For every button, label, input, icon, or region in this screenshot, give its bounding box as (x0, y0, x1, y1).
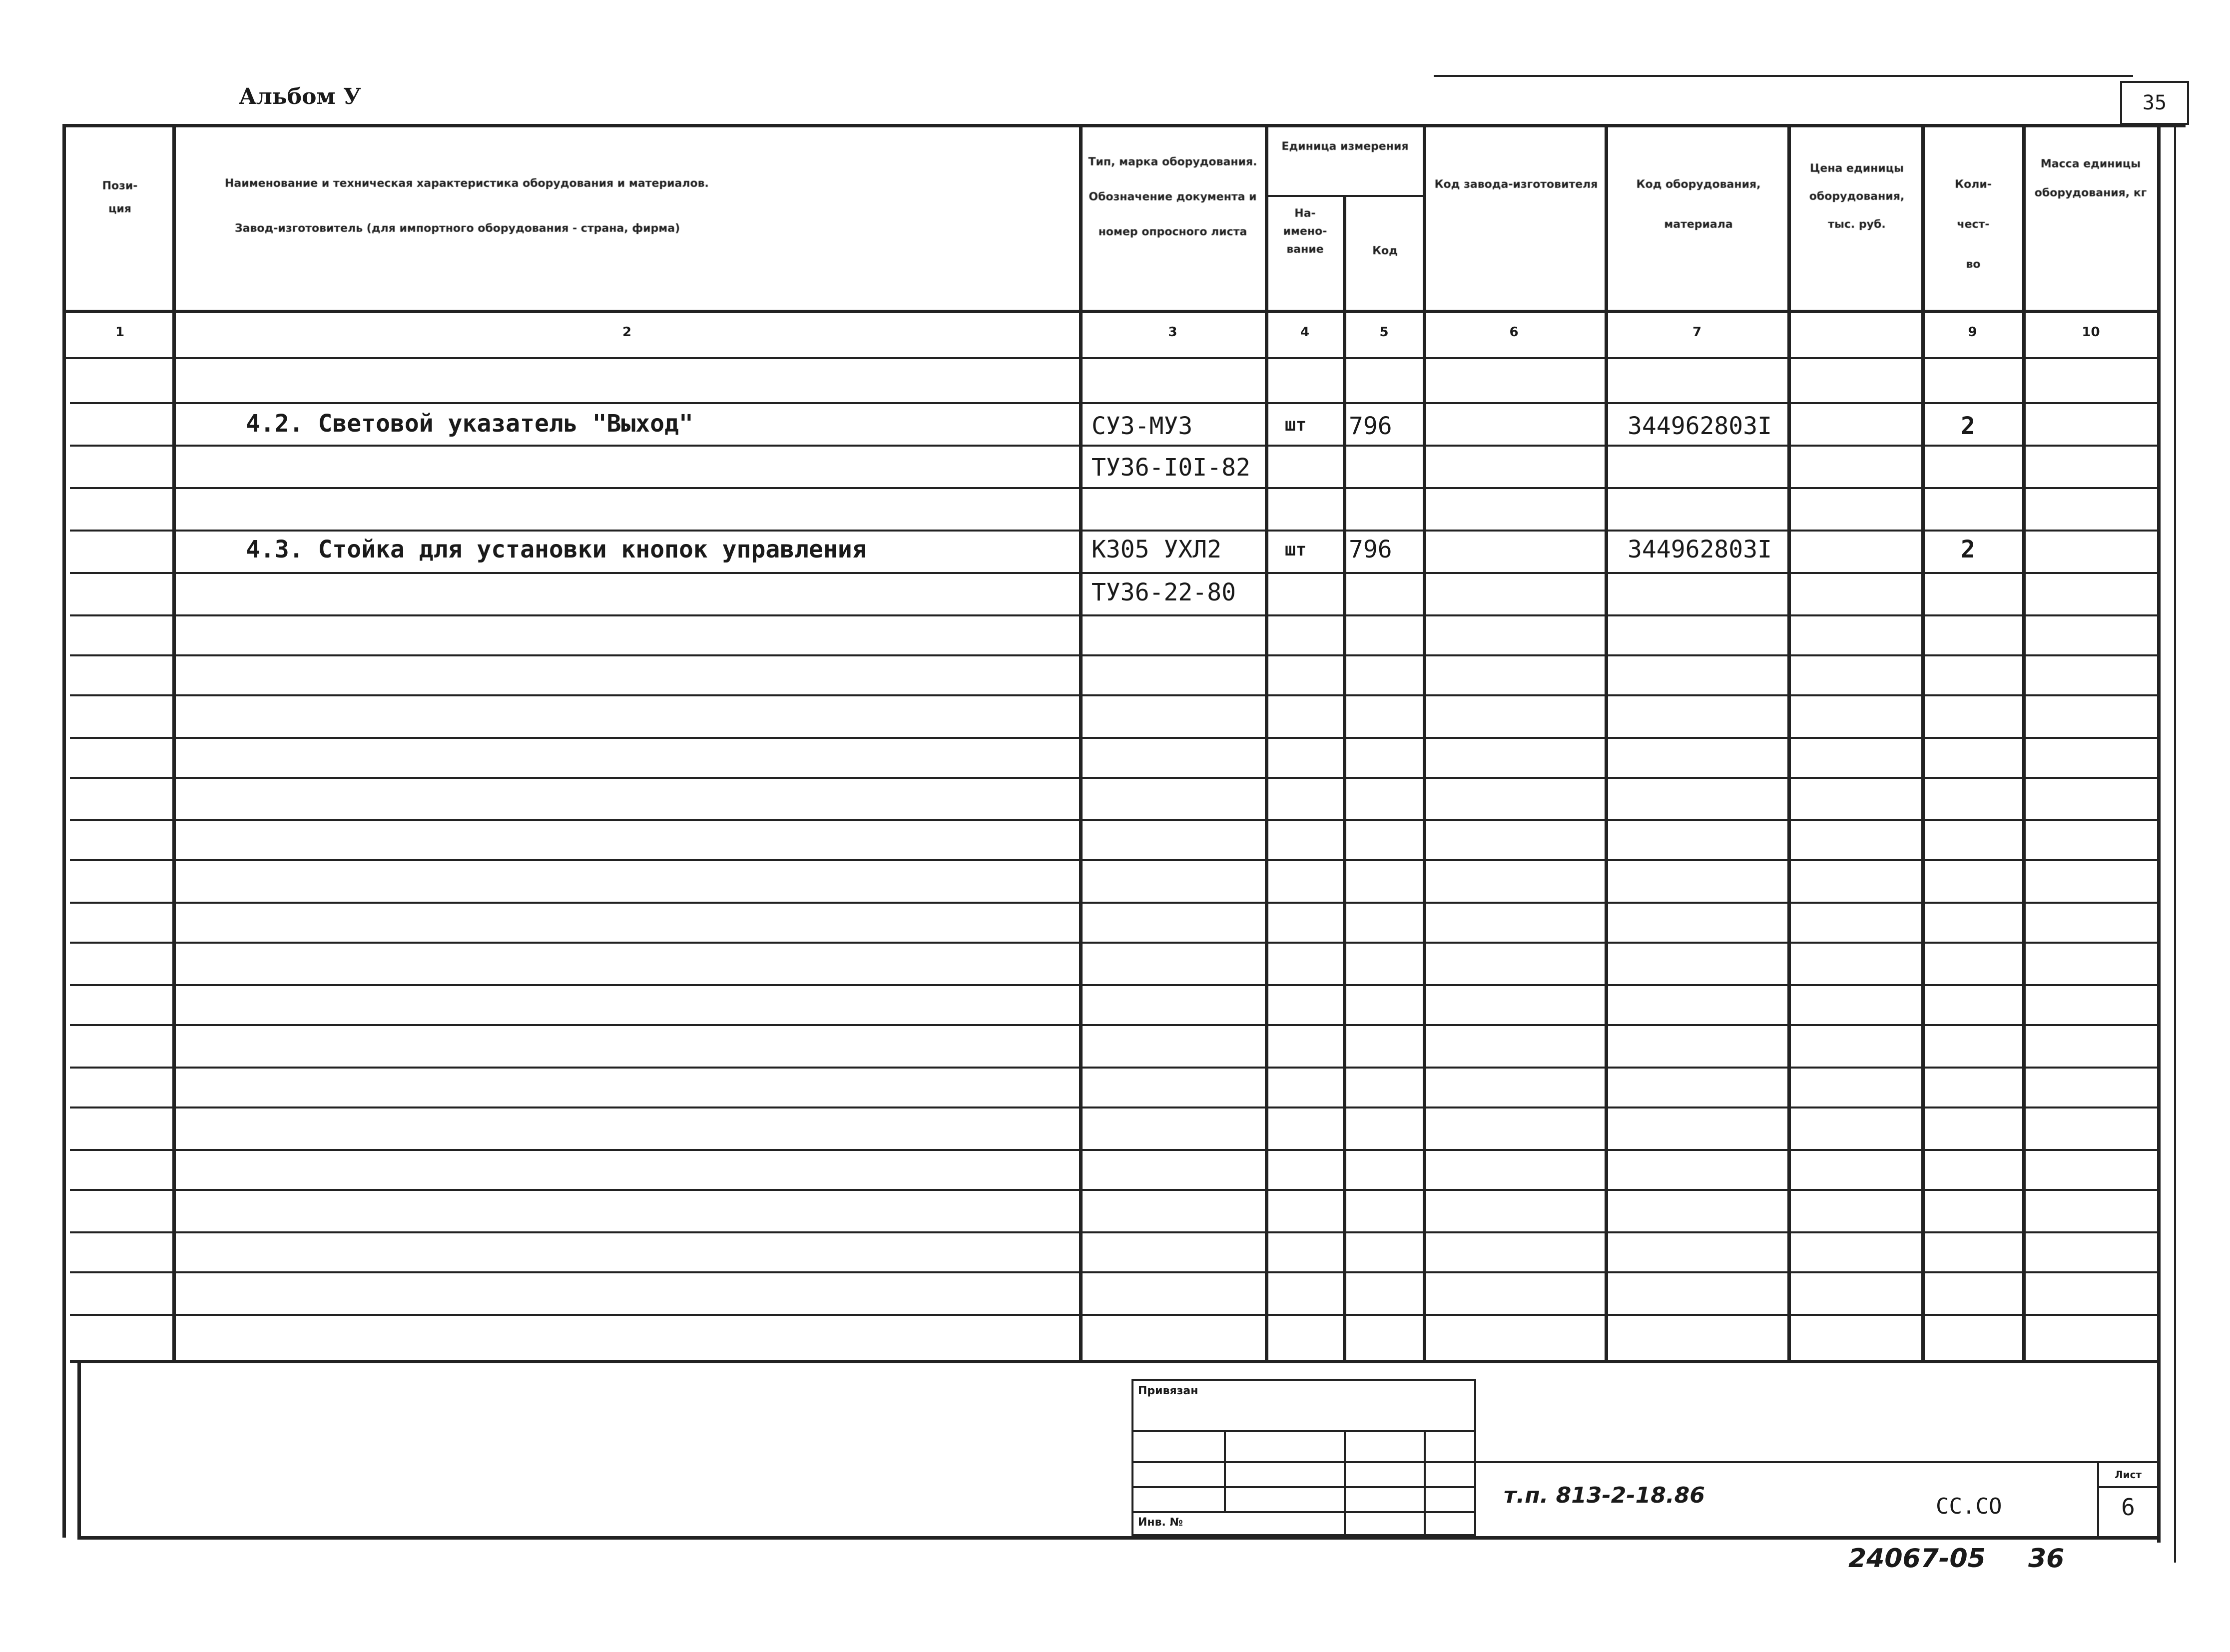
stamp-left-border (77, 1360, 81, 1540)
row-line (70, 984, 2158, 986)
header-bottom-line (62, 310, 2158, 313)
col-sep-7 (1787, 124, 1791, 1363)
sheet-label-line (2097, 1486, 2161, 1488)
row-line (70, 942, 2158, 944)
attached-label: Привязан (1138, 1385, 1198, 1397)
colnum-1: 1 (115, 325, 125, 340)
row-line (70, 694, 2158, 696)
colnum-4: 4 (1300, 325, 1310, 340)
header-unit-group: Единица измерения (1281, 140, 1409, 153)
attached-sep (1424, 1430, 1426, 1536)
row-1-unit: шт (1285, 415, 1307, 435)
header-col-3: Тип, марка оборудования. Обозначение документа и номер опросного листа (1088, 156, 1257, 238)
colnum-5: 5 (1379, 325, 1389, 340)
album-label: Альбом У (239, 84, 361, 109)
header-col-10: Масса единицы оборудования, кг (2034, 158, 2147, 199)
row-1-type: СУЗ-МУЗ (1092, 412, 1193, 440)
doc-block-top (1476, 1461, 2161, 1463)
row-line (70, 445, 2158, 447)
col-sep-4 (1343, 195, 1346, 1363)
row-1-name: 4.2. Световой указатель "Выход" (246, 410, 693, 438)
row-line (70, 1106, 2158, 1108)
col-sep-3 (1265, 124, 1268, 1363)
header-col-7: Код оборудования, материала (1636, 178, 1761, 231)
inv-label: Инв. № (1138, 1516, 1183, 1529)
colnum-6: 6 (1509, 325, 1519, 340)
page-number: 35 (2120, 81, 2189, 125)
colnum-bottom-line (62, 357, 2158, 359)
colnum-10: 10 (2082, 325, 2100, 340)
col-sep-2 (1079, 124, 1083, 1363)
table-left-border (62, 124, 66, 1538)
header-col-5: Код (1372, 245, 1398, 257)
table-top-border (62, 124, 2186, 127)
row-line (70, 572, 2158, 574)
row-line (70, 1149, 2158, 1151)
col-sep-8 (1921, 124, 1925, 1363)
header-col-4: На- имено- вание (1283, 207, 1327, 256)
row-line (70, 654, 2158, 656)
row-3-unit-code: 796 (1349, 536, 1392, 563)
sheet-label: Лист (2114, 1469, 2142, 1481)
header-col-9: Коли- чест- во (1955, 178, 1992, 271)
row-line (70, 402, 2158, 404)
sheet-number: 6 (2121, 1494, 2135, 1521)
row-2-type: ТУ36-I0I-82 (1092, 454, 1250, 482)
row-line (70, 859, 2158, 861)
col-sep-9 (2022, 124, 2026, 1363)
colnum-7: 7 (1692, 325, 1702, 340)
row-3-qty: 2 (1961, 536, 1975, 563)
header-col-2-line1: Наименование и техническая характеристика оборудования и материалов. (225, 177, 709, 190)
doc-section: СС.СО (1936, 1494, 2002, 1519)
row-line (70, 530, 2158, 532)
table-right-outer (2174, 124, 2176, 1563)
footer-page-number: 36 (2028, 1544, 2065, 1574)
col-sep-5 (1423, 124, 1426, 1363)
row-1-unit-code: 796 (1349, 412, 1392, 440)
row-line (70, 819, 2158, 821)
row-line (70, 1024, 2158, 1026)
row-3-equip-code: 344962803I (1628, 536, 1772, 563)
row-line (70, 1067, 2158, 1069)
row-line (70, 1314, 2158, 1316)
row-1-qty: 2 (1961, 412, 1975, 440)
row-line (70, 614, 2158, 616)
row-line (70, 737, 2158, 739)
row-3-name: 4.3. Стойка для установки кнопок управления (246, 536, 867, 563)
footer-archive-number: 24067-05 (1848, 1544, 1986, 1574)
row-3-unit: шт (1285, 540, 1307, 560)
row-line (70, 902, 2158, 904)
colnum-2: 2 (622, 325, 632, 340)
table-right-border (2157, 124, 2161, 1543)
col-sep-6 (1605, 124, 1608, 1363)
table-body-bottom (70, 1360, 2158, 1363)
colnum-3: 3 (1168, 325, 1177, 340)
stamp-bottom-border (77, 1536, 2161, 1540)
row-3-type: К305 УХЛ2 (1092, 536, 1222, 563)
row-line (70, 1271, 2158, 1273)
header-col-6: Код завода-изготовителя (1434, 178, 1598, 191)
colnum-9: 9 (1968, 325, 1977, 340)
header-col-2-line2: Завод-изготовитель (для импортного оборудования - страна, фирма) (235, 222, 680, 235)
attached-sep (1344, 1430, 1346, 1536)
doc-code: т.п. 813-2-18.86 (1504, 1483, 1705, 1508)
header-col-8: Цена единицы оборудования, тыс. руб. (1809, 162, 1905, 231)
row-line (70, 1231, 2158, 1233)
col-sep-1 (172, 124, 176, 1363)
header-col-1: Пози- ция (102, 180, 138, 215)
attached-sep (1224, 1430, 1226, 1511)
row-line (70, 487, 2158, 489)
row-line (70, 1189, 2158, 1191)
row-1-equip-code: 344962803I (1628, 412, 1772, 440)
row-4-type: ТУ36-22-80 (1092, 578, 1236, 606)
row-line (70, 777, 2158, 779)
